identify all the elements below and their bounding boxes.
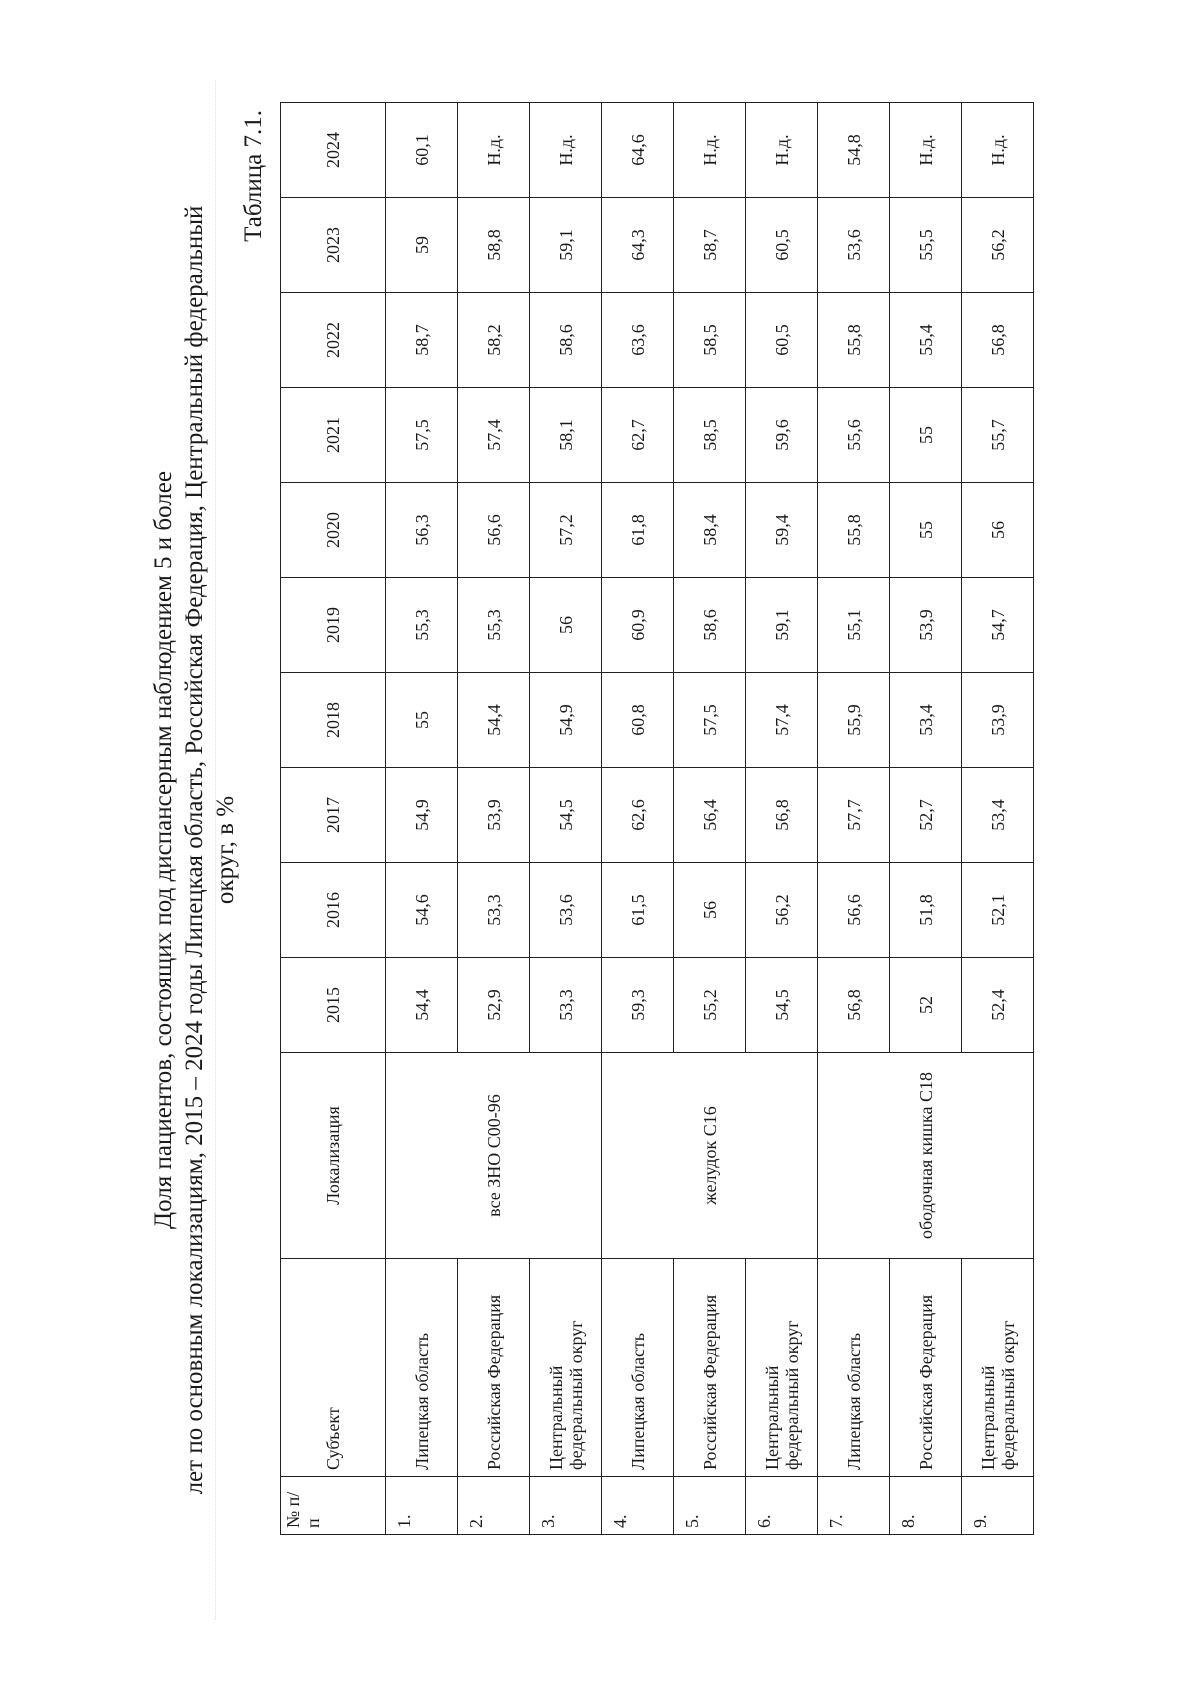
column-header-year: 2016 [281,863,386,958]
value-cell: 55,9 [818,673,890,768]
value-cell: 56,3 [386,483,458,578]
row-number: 3. [530,1477,602,1535]
value-cell: 54,7 [962,578,1034,673]
value-cell: 56,4 [674,768,746,863]
value-cell: 53,3 [530,958,602,1053]
value-cell: 52,7 [890,768,962,863]
value-cell: 51,8 [890,863,962,958]
column-header-year: 2015 [281,958,386,1053]
value-cell: Н.д. [746,103,818,198]
value-cell: 60,9 [602,578,674,673]
row-number: 2. [458,1477,530,1535]
value-cell: 56 [962,483,1034,578]
value-cell: 58,6 [674,578,746,673]
value-cell: 52,9 [458,958,530,1053]
value-cell: 58,8 [458,198,530,293]
value-cell: 56,8 [818,958,890,1053]
value-cell: Н.д. [458,103,530,198]
value-cell: 59,4 [746,483,818,578]
value-cell: 56,8 [746,768,818,863]
row-number: 8. [890,1477,962,1535]
document-title [148,80,241,1620]
column-header-year: 2021 [281,388,386,483]
title-line-3: округ, в % [212,795,239,905]
value-cell: 53,6 [818,198,890,293]
value-cell: 57,7 [818,768,890,863]
value-cell: 62,7 [602,388,674,483]
value-cell: 57,4 [746,673,818,768]
value-cell: 57,2 [530,483,602,578]
value-cell: Н.д. [962,103,1034,198]
value-cell: 58,5 [674,388,746,483]
document-page [130,80,1200,1620]
table-row [674,103,746,1535]
value-cell: 55 [890,388,962,483]
value-cell: 55,8 [818,293,890,388]
value-cell: 58,4 [674,483,746,578]
table-row [746,103,818,1535]
table-caption: Таблица 7.1. [240,110,267,242]
value-cell: 55,5 [890,198,962,293]
column-header-year: 2022 [281,293,386,388]
value-cell: 56,2 [962,198,1034,293]
value-cell: Н.д. [530,103,602,198]
value-cell: 59,6 [746,388,818,483]
column-header-year: 2018 [281,673,386,768]
value-cell: 55,8 [818,483,890,578]
value-cell: 59 [386,198,458,293]
table-row [386,103,458,1535]
group-localization: все ЗНО С00-96 [386,1053,602,1259]
value-cell: 56,6 [458,483,530,578]
column-header-year: 2023 [281,198,386,293]
row-subject: Центральный федеральный округ [530,1259,602,1477]
value-cell: 58,6 [530,293,602,388]
row-subject: Центральный федеральный округ [962,1259,1034,1477]
row-number: 6. [746,1477,818,1535]
row-number: 5. [674,1477,746,1535]
value-cell: 54,5 [746,958,818,1053]
title-line-2: лет по основным локализациям, 2015 – 2024 годы Липецкая область, Российская Федерация, Центральный федеральный [181,205,208,1495]
value-cell: 53,3 [458,863,530,958]
table-row [962,103,1034,1535]
value-cell: 52,4 [962,958,1034,1053]
value-cell: 61,8 [602,483,674,578]
value-cell: 54,4 [386,958,458,1053]
title-line-1: Доля пациентов, состоящих под диспансерным наблюдением 5 и более [150,471,177,1229]
value-cell: 54,4 [458,673,530,768]
column-header-year: 2020 [281,483,386,578]
value-cell: 64,6 [602,103,674,198]
value-cell: 55,2 [674,958,746,1053]
value-cell: 57,5 [674,673,746,768]
row-number: 7. [818,1477,890,1535]
value-cell: 54,9 [530,673,602,768]
value-cell: 58,7 [674,198,746,293]
row-subject: Липецкая область [386,1259,458,1477]
value-cell: 58,7 [386,293,458,388]
row-subject: Липецкая область [818,1259,890,1477]
value-cell: 63,6 [602,293,674,388]
value-cell: 60,5 [746,198,818,293]
column-header-year: 2019 [281,578,386,673]
group-localization: ободочная кишка С18 [818,1053,1034,1259]
column-header-year: 2017 [281,768,386,863]
row-subject: Центральный федеральный округ [746,1259,818,1477]
table-row [818,103,890,1535]
value-cell: Н.д. [890,103,962,198]
value-cell: 60,5 [746,293,818,388]
value-cell: 58,2 [458,293,530,388]
value-cell: 53,4 [890,673,962,768]
value-cell: 55,7 [962,388,1034,483]
value-cell: 53,4 [962,768,1034,863]
row-subject: Российская Федерация [458,1259,530,1477]
value-cell: 55,1 [818,578,890,673]
value-cell: 53,9 [890,578,962,673]
value-cell: 59,1 [746,578,818,673]
value-cell: 58,1 [530,388,602,483]
value-cell: 53,9 [962,673,1034,768]
value-cell: 55,4 [890,293,962,388]
value-cell: 55,3 [386,578,458,673]
value-cell: 54,9 [386,768,458,863]
value-cell: 64,3 [602,198,674,293]
value-cell: 62,6 [602,768,674,863]
value-cell: 56 [530,578,602,673]
column-header-num: № п/п [281,1477,386,1535]
value-cell: 60,8 [602,673,674,768]
column-header-localization: Локализация [281,1053,386,1259]
value-cell: 56,6 [818,863,890,958]
value-cell: 56 [674,863,746,958]
row-number: 4. [602,1477,674,1535]
data-table [280,102,1034,1535]
table-header-row [281,103,386,1535]
value-cell: 55 [386,673,458,768]
value-cell: 61,5 [602,863,674,958]
value-cell: Н.д. [674,103,746,198]
value-cell: 53,9 [458,768,530,863]
value-cell: 58,5 [674,293,746,388]
row-subject: Липецкая область [602,1259,674,1477]
value-cell: 60,1 [386,103,458,198]
table-row [458,103,530,1535]
row-number: 9. [962,1477,1034,1535]
table-row [602,103,674,1535]
value-cell: 55 [890,483,962,578]
value-cell: 54,6 [386,863,458,958]
value-cell: 57,5 [386,388,458,483]
row-subject: Российская Федерация [890,1259,962,1477]
value-cell: 56,8 [962,293,1034,388]
group-localization: желудок С16 [602,1053,818,1259]
value-cell: 56,2 [746,863,818,958]
table-row [890,103,962,1535]
value-cell: 55,3 [458,578,530,673]
value-cell: 55,6 [818,388,890,483]
column-header-year: 2024 [281,103,386,198]
value-cell: 53,6 [530,863,602,958]
row-number: 1. [386,1477,458,1535]
value-cell: 54,8 [818,103,890,198]
table-row [530,103,602,1535]
value-cell: 59,3 [602,958,674,1053]
row-subject: Российская Федерация [674,1259,746,1477]
value-cell: 54,5 [530,768,602,863]
value-cell: 59,1 [530,198,602,293]
column-header-subject: Субъект [281,1259,386,1477]
value-cell: 52 [890,958,962,1053]
table-body [386,103,1034,1535]
value-cell: 57,4 [458,388,530,483]
value-cell: 52,1 [962,863,1034,958]
